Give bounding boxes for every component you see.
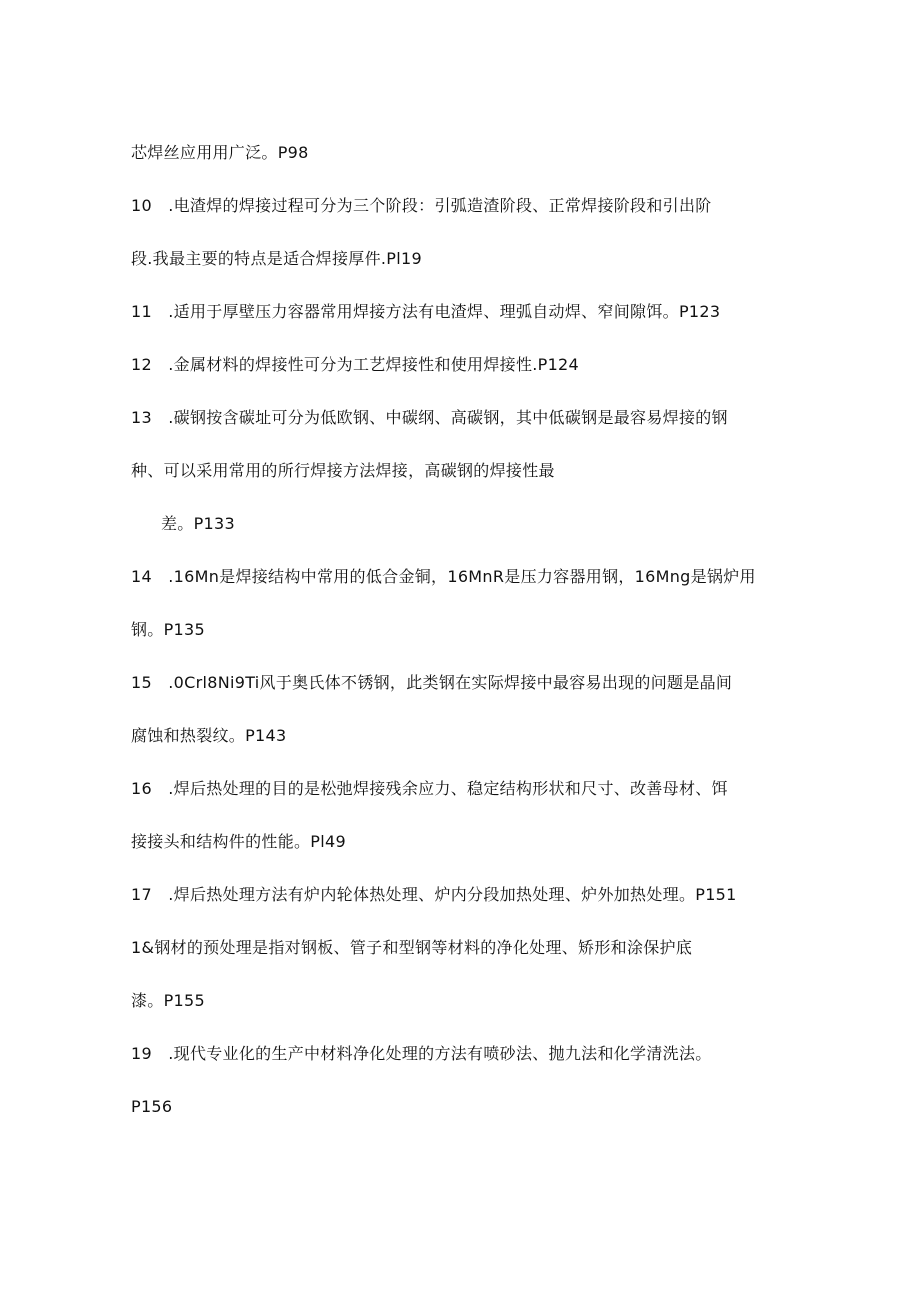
text-line: 14 .16Mn是焊接结构中常用的低合金铜，16MnR是压力容器用钢，16Mng是锅炉用 (131, 567, 756, 586)
text-line: 1&钢材的预处理是指对钢板、管子和型钢等材料的净化处理、矫形和涂保护底 (131, 938, 693, 957)
text-line: 10 .电渣焊的焊接过程可分为三个阶段：引弧造渣阶段、正常焊接阶段和引出阶 (131, 196, 712, 215)
text-line: 19 .现代专业化的生产中材料净化处理的方法有喷砂法、抛九法和化学清洗法。 (131, 1044, 712, 1063)
text-line: 漆。P155 (131, 991, 205, 1010)
text-line: 段.我最主要的特点是适合焊接厚件.Pl19 (131, 249, 422, 268)
text-line: 钢。P135 (131, 620, 205, 639)
text-line: P156 (131, 1097, 173, 1116)
text-line: 11 .适用于厚壁压力容器常用焊接方法有电渣焊、理弧自动焊、窄间隙饵。P123 (131, 302, 721, 321)
text-line: 15 .0Crl8Ni9Ti风于奥氏体不锈钢，此类钢在实际焊接中最容易出现的问题是晶间 (131, 673, 733, 692)
text-line: 12 .金属材料的焊接性可分为工艺焊接性和使用焊接性.P124 (131, 355, 580, 374)
text-line: 17 .焊后热处理方法有炉内轮体热处理、炉内分段加热处理、炉外加热处理。P151 (131, 885, 737, 904)
text-line: 13 .碳钢按含碳址可分为低欧钢、中碳纲、高碳钢，其中低碳钢是最容易焊接的钢 (131, 408, 728, 427)
text-line: 种、可以采用常用的所行焊接方法焊接，高碳钢的焊接性最 (131, 461, 555, 480)
text-line: 差。P133 (161, 514, 235, 533)
text-line: 芯焊丝应用用广泛。P98 (131, 143, 309, 162)
text-line: 接接头和结构件的性能。Pl49 (131, 832, 346, 851)
text-line: 腐蚀和热裂纹。P143 (131, 726, 287, 745)
text-line: 16 .焊后热处理的目的是松弛焊接残余应力、稳定结构形状和尺寸、改善母材、饵 (131, 779, 728, 798)
